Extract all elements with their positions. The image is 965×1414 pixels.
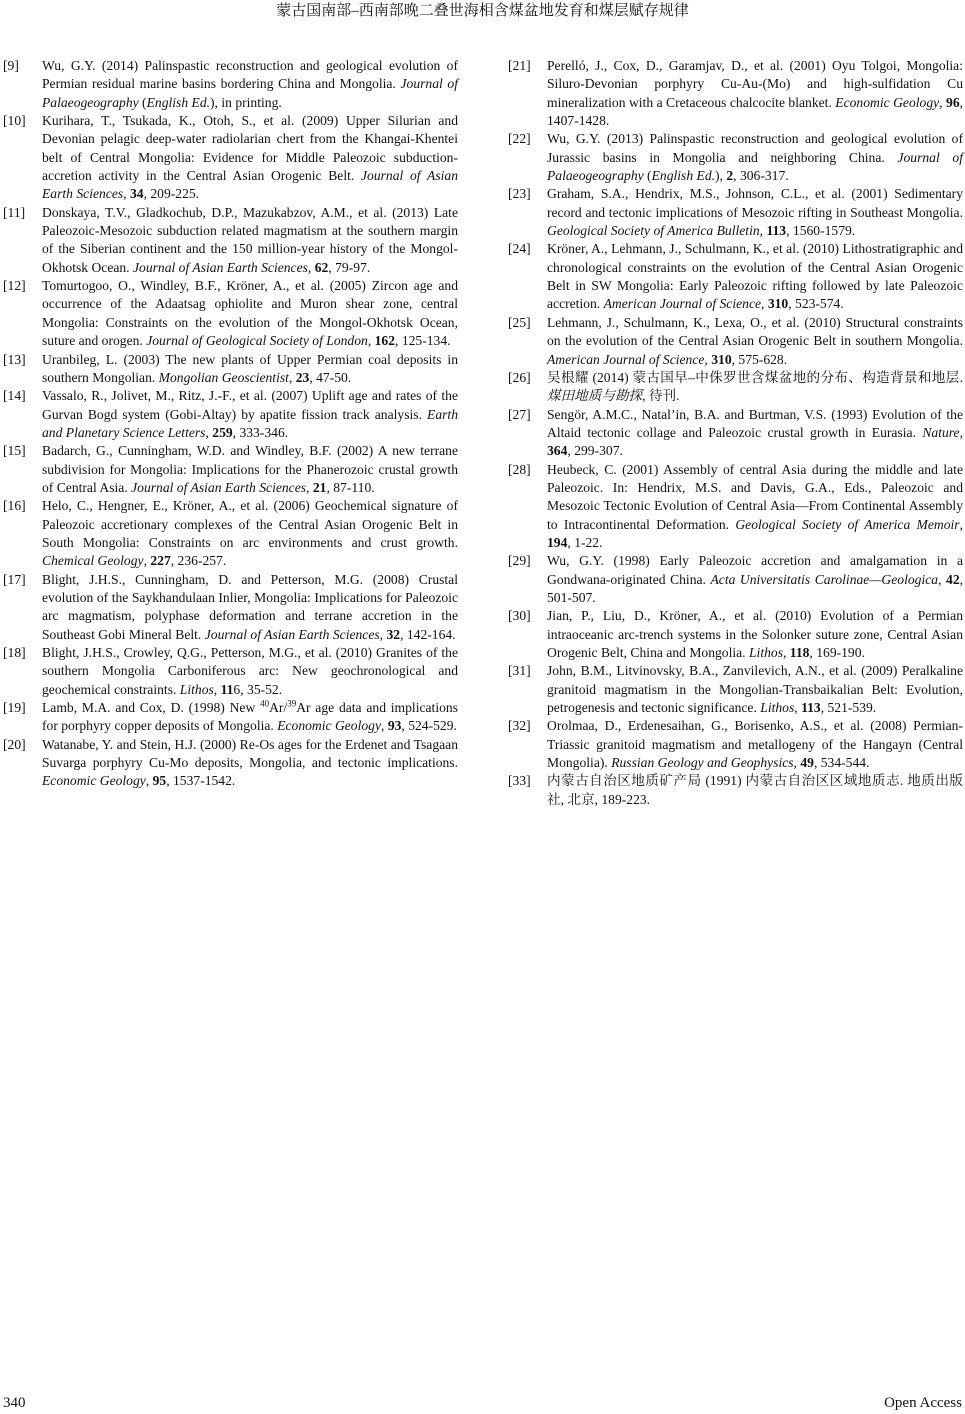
reference-text: , [381, 718, 388, 734]
reference-text: , [379, 626, 387, 642]
reference-entry [0, 442, 458, 497]
reference-text: Lamb, M.A. and Cox, D. (1998) New [42, 700, 261, 716]
reference-text: , [793, 755, 801, 771]
references-left-column [0, 57, 458, 791]
reference-text: , [213, 681, 221, 697]
volume-number: 310 [711, 351, 732, 367]
reference-text: , 299-307. [567, 443, 623, 459]
reference-entry [505, 772, 963, 809]
reference-text: , 87-110. [326, 479, 375, 495]
reference-text: , 169-190. [809, 645, 865, 660]
journal-title: Lithos [748, 645, 783, 660]
journal-title: Economic Geology [835, 94, 940, 110]
references-right-column [505, 57, 963, 809]
reference-number: [21] [508, 58, 531, 73]
journal-title: Chemical Geology [42, 553, 144, 569]
reference-text: , 125-134. [395, 333, 451, 349]
reference-number: [31] [508, 663, 531, 679]
reference-text: , 333-346. [232, 424, 289, 440]
volume-number: 34 [129, 186, 144, 202]
journal-title: American Journal of Science [603, 296, 762, 312]
reference-number: [19] [3, 700, 26, 716]
reference-text: 6, 35-52. [233, 681, 283, 697]
reference-number: [27] [508, 406, 531, 422]
reference-text: ), [715, 168, 727, 184]
reference-text: Ar/ [269, 700, 288, 716]
volume-number: 49 [800, 755, 814, 771]
volume-number: 62 [314, 259, 329, 275]
reference-text: Kurihara, T., Tsukada, K., Otoh, S., et al. (2009) Upper Silurian and Devonian pelagic deep-water radiolarian chert from the Khangai-Khentei belt of Central Mongolia: Evidence for Middle Paleozoic subduction-accretion activity in the Central Asian Orogenic Belt. [42, 113, 458, 184]
volume-number: 2 [726, 168, 734, 184]
reference-entry [505, 369, 963, 406]
journal-title: Journal of Asian Earth Sciences [131, 479, 307, 495]
open-access-label: Open Access [884, 1395, 962, 1411]
reference-text: Graham, S.A., Hendrix, M.S., Johnson, C.L., et al. (2001) Sedimentary record and tectonic implications of Mesozoic rifting in Southeast Mongolia. [547, 186, 963, 220]
page-number: 340 [3, 1395, 26, 1411]
reference-entry [0, 277, 458, 350]
reference-text: , [205, 424, 213, 440]
reference-text: Jian, P., Liu, D., Kröner, A., et al. (2010) Evolution of a Permian intraoceanic arc-trench systems in the Solonker suture zone, Central Asian Orogenic Belt, China and Mongolia. [547, 608, 963, 660]
volume-number: 259 [212, 424, 233, 440]
reference-text: ( [643, 168, 652, 184]
reference-text: , 523-574. [788, 296, 844, 312]
volume-number: 95 [152, 773, 167, 789]
volume-number: 113 [801, 700, 821, 716]
reference-text: Blight, J.H.S., Crowley, Q.G., Petterson, M.G., et al. (2010) Granites of the southern Mongolia Carboniferous arc: New geochronological and geochemical constraints. [42, 645, 458, 697]
journal-title: Journal of Asian Earth Sciences [132, 259, 308, 275]
journal-title: American Journal of Science [547, 351, 705, 367]
volume-number: 23 [295, 369, 310, 385]
reference-text: , 524-529. [401, 718, 457, 734]
reference-number: [10] [3, 113, 26, 129]
reference-text: Tomurtogoo, O., Windley, B.F., Kröner, A., et al. (2005) Zircon age and occurrence of the Adaatsag ophiolite and Muron shear zone, central Mongolia: Constraints on the evolution of the Mongol-Okhotsk Ocean, suture and orogen. [42, 278, 458, 349]
reference-number: [16] [3, 498, 26, 514]
reference-text: , [782, 645, 790, 660]
journal-title: Journal of Asian Earth Sciences [204, 626, 380, 642]
reference-entry [0, 57, 458, 112]
reference-text: Uranbileg, L. (2003) The new plants of Upper Permian coal deposits in southern Mongolian. [42, 351, 458, 385]
reference-entry [505, 314, 963, 369]
reference-text: , 79-97. [328, 259, 371, 275]
journal-title: Journal of Palaeogeography [42, 76, 458, 110]
reference-number: [33] [508, 773, 531, 789]
reference-number: [28] [508, 461, 531, 477]
reference-text: Orolmaa, D., Erdenesaihan, G., Borisenko, A.S., et al. (2008) Permian-Triassic granitoid magmatism and metallogeny of the Hangayn (Central Mongolia). [547, 718, 963, 771]
reference-text: 39 [287, 698, 297, 709]
journal-title: Lithos [179, 681, 214, 697]
reference-text: , 1560-1579. [786, 223, 856, 239]
reference-text: Vassalo, R., Jolivet, M., Ritz, J.-F., et al. (2007) Uplift age and rates of the Gurvan Bogd system (Gobi-Altay) by apatite fission track analysis. [42, 388, 458, 422]
reference-number: [9] [3, 58, 19, 73]
volume-number: 310 [767, 296, 789, 312]
journal-title: English Ed. [651, 168, 716, 184]
volume-number: 194 [547, 534, 568, 550]
reference-text: , 534-544. [813, 755, 870, 771]
journal-title: Geological Society of America Memoir [735, 516, 960, 532]
reference-number: [30] [508, 608, 531, 624]
reference-number: [20] [3, 736, 26, 752]
journal-title: Nature [922, 424, 960, 440]
reference-text: , [367, 333, 375, 349]
reference-text: Badarch, G., Cunningham, W.D. and Windley, B.F. (2002) A new terrane subdivision for Mongolia: Implications for the Phanerozoic crustal growth of Central Asia. [42, 443, 458, 495]
reference-number: [22] [508, 131, 531, 147]
reference-text: , [704, 351, 712, 367]
reference-number: [17] [3, 571, 26, 587]
reference-number: [25] [508, 314, 531, 330]
reference-text: 40 [260, 698, 270, 709]
reference-entry [0, 571, 458, 644]
reference-number: [11] [3, 204, 26, 220]
reference-entry [505, 240, 963, 313]
reference-text: , [288, 369, 296, 385]
reference-entry [0, 204, 458, 277]
reference-text: , [794, 700, 802, 716]
volume-number: 227 [150, 553, 171, 569]
volume-number: 21 [312, 479, 327, 495]
reference-text: , 209-225. [143, 186, 200, 202]
reference-entry [0, 644, 458, 699]
reference-text: , 1407-1428. [547, 94, 964, 129]
reference-text: Donskaya, T.V., Gladkochub, D.P., Mazukabzov, A.M., et al. (2013) Late Paleozoic-Mesozoic subduction related magmatism at the southern margin of the Siberian continent and the 150 million-year history of the Mongol-Okhotsk Ocean. [42, 204, 458, 275]
reference-text: , [143, 553, 151, 569]
reference-text: , [759, 223, 767, 239]
journal-title: Economic Geology [42, 773, 146, 789]
journal-title: Journal of Geological Society of London [146, 333, 368, 349]
volume-number: 11 [220, 681, 234, 697]
reference-text: , [761, 296, 768, 312]
running-header: 蒙古国南部–西南部晚二叠世海相含煤盆地发育和煤层赋存规律 [276, 3, 689, 19]
reference-number: [23] [508, 186, 531, 202]
journal-title: Lithos [760, 700, 795, 716]
journal-title: Economic Geology [277, 718, 382, 734]
reference-entry [505, 607, 963, 662]
volume-number: 96 [946, 94, 960, 110]
reference-text: , 501-507. [547, 571, 964, 605]
reference-entry [505, 185, 963, 240]
reference-number: [26] [508, 369, 531, 385]
reference-entry [505, 130, 963, 185]
reference-text: , [959, 516, 963, 532]
reference-entry [0, 112, 458, 204]
volume-number: 162 [374, 333, 396, 349]
reference-text: , 142-164. [400, 626, 456, 642]
reference-text: , [959, 424, 963, 440]
reference-text: Helo, C., Hengner, E., Kröner, A., et al. (2006) Geochemical signature of Paleozoic accretionary complexes of the Central Asian Orogenic Belt in South Mongolia: Constraints on arc environments and crust growth. [42, 498, 458, 550]
reference-text: , [145, 773, 153, 789]
reference-number: [18] [3, 645, 26, 660]
reference-text: , 575-628. [731, 351, 788, 367]
reference-text: ( [138, 94, 147, 110]
reference-entry [0, 497, 458, 570]
reference-text: Perelló, J., Cox, D., Garamjav, D., et al. (2001) Oyu Tolgoi, Mongolia: Siluro-Devonian porphyry Cu-Au-(Mo) and high-sulfidation Cu mineralization with a Cretaceous chalcocite blanket. [547, 58, 963, 110]
reference-text: , [938, 571, 947, 587]
reference-text: Wu, G.Y. (2014) Palinspastic reconstruction and geological evolution of Permian residual marine basins bordering China and Mongolia. [42, 58, 458, 92]
volume-number: 32 [386, 626, 401, 642]
reference-text: , 待刊. [642, 388, 680, 404]
reference-entry [505, 717, 963, 772]
reference-entry [505, 57, 963, 130]
reference-number: [24] [508, 241, 531, 257]
reference-number: [15] [3, 443, 26, 459]
reference-text: , 47-50. [309, 369, 352, 385]
reference-entry [0, 387, 458, 442]
reference-entry [505, 662, 963, 717]
reference-number: [12] [3, 278, 26, 294]
reference-text: Kröner, A., Lehmann, J., Schulmann, K., et al. (2010) Lithostratigraphic and chronological constraints on the evolution of the Central Asian Orogenic Belt in SW Mongolia: Early Paleozoic rifting followed by late Paleozoic accretion. [547, 241, 963, 312]
journal-title: Geological Society of America Bulletin [547, 223, 760, 239]
reference-text: , 1-22. [567, 534, 603, 550]
journal-title: 煤田地质与勘探 [547, 388, 643, 404]
reference-text: ), in printing. [210, 94, 282, 110]
reference-text: , 306-317. [733, 168, 789, 184]
journal-title: Mongolian Geoscientist [158, 369, 289, 385]
reference-text: Wu, G.Y. (2013) Palinspastic reconstruction and geological evolution of Jurassic basins in Mongolia and neighboring China. [547, 131, 963, 165]
reference-entry [0, 736, 458, 791]
reference-text: Lehmann, J., Schulmann, K., Lexa, O., et al. (2010) Structural constraints on the evolution of the Central Asian Orogenic Belt in southern Mongolia. [547, 314, 963, 349]
volume-number: 113 [766, 223, 787, 239]
reference-text: Ar age data and implications for porphyry copper deposits of Mongolia. [42, 700, 458, 734]
reference-text: 吴根耀 (2014) 蒙古国早–中侏罗世含煤盆地的分布、构造背景和地层. [547, 369, 963, 385]
reference-entry [505, 552, 963, 607]
reference-text: 内蒙古自治区地质矿产局 (1991) 内蒙古自治区区域地质志. 地质出版社, 北京, 189-223. [547, 773, 963, 807]
journal-title: Journal of Asian Earth Sciences [42, 168, 458, 202]
reference-entry [0, 699, 458, 736]
reference-text: Watanabe, Y. and Stein, H.J. (2000) Re-Os ages for the Erdenet and Tsagaan Suvarga porphyry Cu-Mo deposits, Mongolia, and tectonic implications. [42, 736, 458, 771]
journal-title: Earth and Planetary Science Letters [42, 406, 458, 440]
reference-text: , [306, 479, 313, 495]
reference-text: , [307, 259, 315, 275]
reference-entry [505, 406, 963, 461]
journal-title: Acta Universitatis Carolinae—Geologica [710, 571, 939, 587]
volume-number: 42 [946, 571, 960, 587]
volume-number: 118 [789, 645, 810, 660]
reference-entry [0, 351, 458, 388]
reference-number: [13] [3, 351, 26, 367]
reference-number: [29] [508, 553, 531, 569]
reference-number: [14] [3, 388, 26, 404]
volume-number: 364 [547, 443, 568, 459]
journal-title: Russian Geology and Geophysics [611, 755, 794, 771]
reference-text: Heubeck, C. (2001) Assembly of central Asia during the middle and late Paleozoic. In: Hendrix, M.S. and Davis, G.A., Eds., Paleozoic and Mesozoic Tectonic Evolution of Central Asia—From Continental Assembly to Intracontinental Deformation. [547, 461, 963, 532]
reference-text: Blight, J.H.S., Cunningham, D. and Petterson, M.G. (2008) Crustal evolution of the Saykhandulaan Inlier, Mongolia: Implications for Paleozoic arc magmatism, polyphase deformation and terrane accretion in the Southeast Gobi Mineral Belt. [42, 571, 458, 642]
volume-number: 93 [387, 718, 402, 734]
reference-text: , 521-539. [820, 700, 877, 716]
reference-text: , 1537-1542. [166, 773, 236, 789]
reference-entry [505, 461, 963, 553]
reference-text: , 236-257. [170, 553, 227, 569]
reference-text: , [939, 94, 947, 110]
journal-title: Journal of Palaeogeography [547, 149, 964, 184]
reference-text: John, B.M., Litvinovsky, B.A., Zanvilevich, A.N., et al. (2009) Peralkaline granitoid magmatism in the Mongolian-Transbaikalian Belt: Evolution, petrogenesis and tectonic significance. [547, 663, 963, 716]
reference-text: Sengör, A.M.C., Natal’in, B.A. and Burtman, V.S. (1993) Evolution of the Altaid tectonic collage and Paleozoic crustal growth in Eurasia. [547, 406, 963, 440]
reference-number: [32] [508, 718, 531, 734]
journal-title: English Ed. [146, 94, 211, 110]
reference-text: , [123, 186, 130, 202]
reference-text: Wu, G.Y. (1998) Early Paleozoic accretion and amalgamation in a Gondwana-originated China. [547, 553, 963, 587]
